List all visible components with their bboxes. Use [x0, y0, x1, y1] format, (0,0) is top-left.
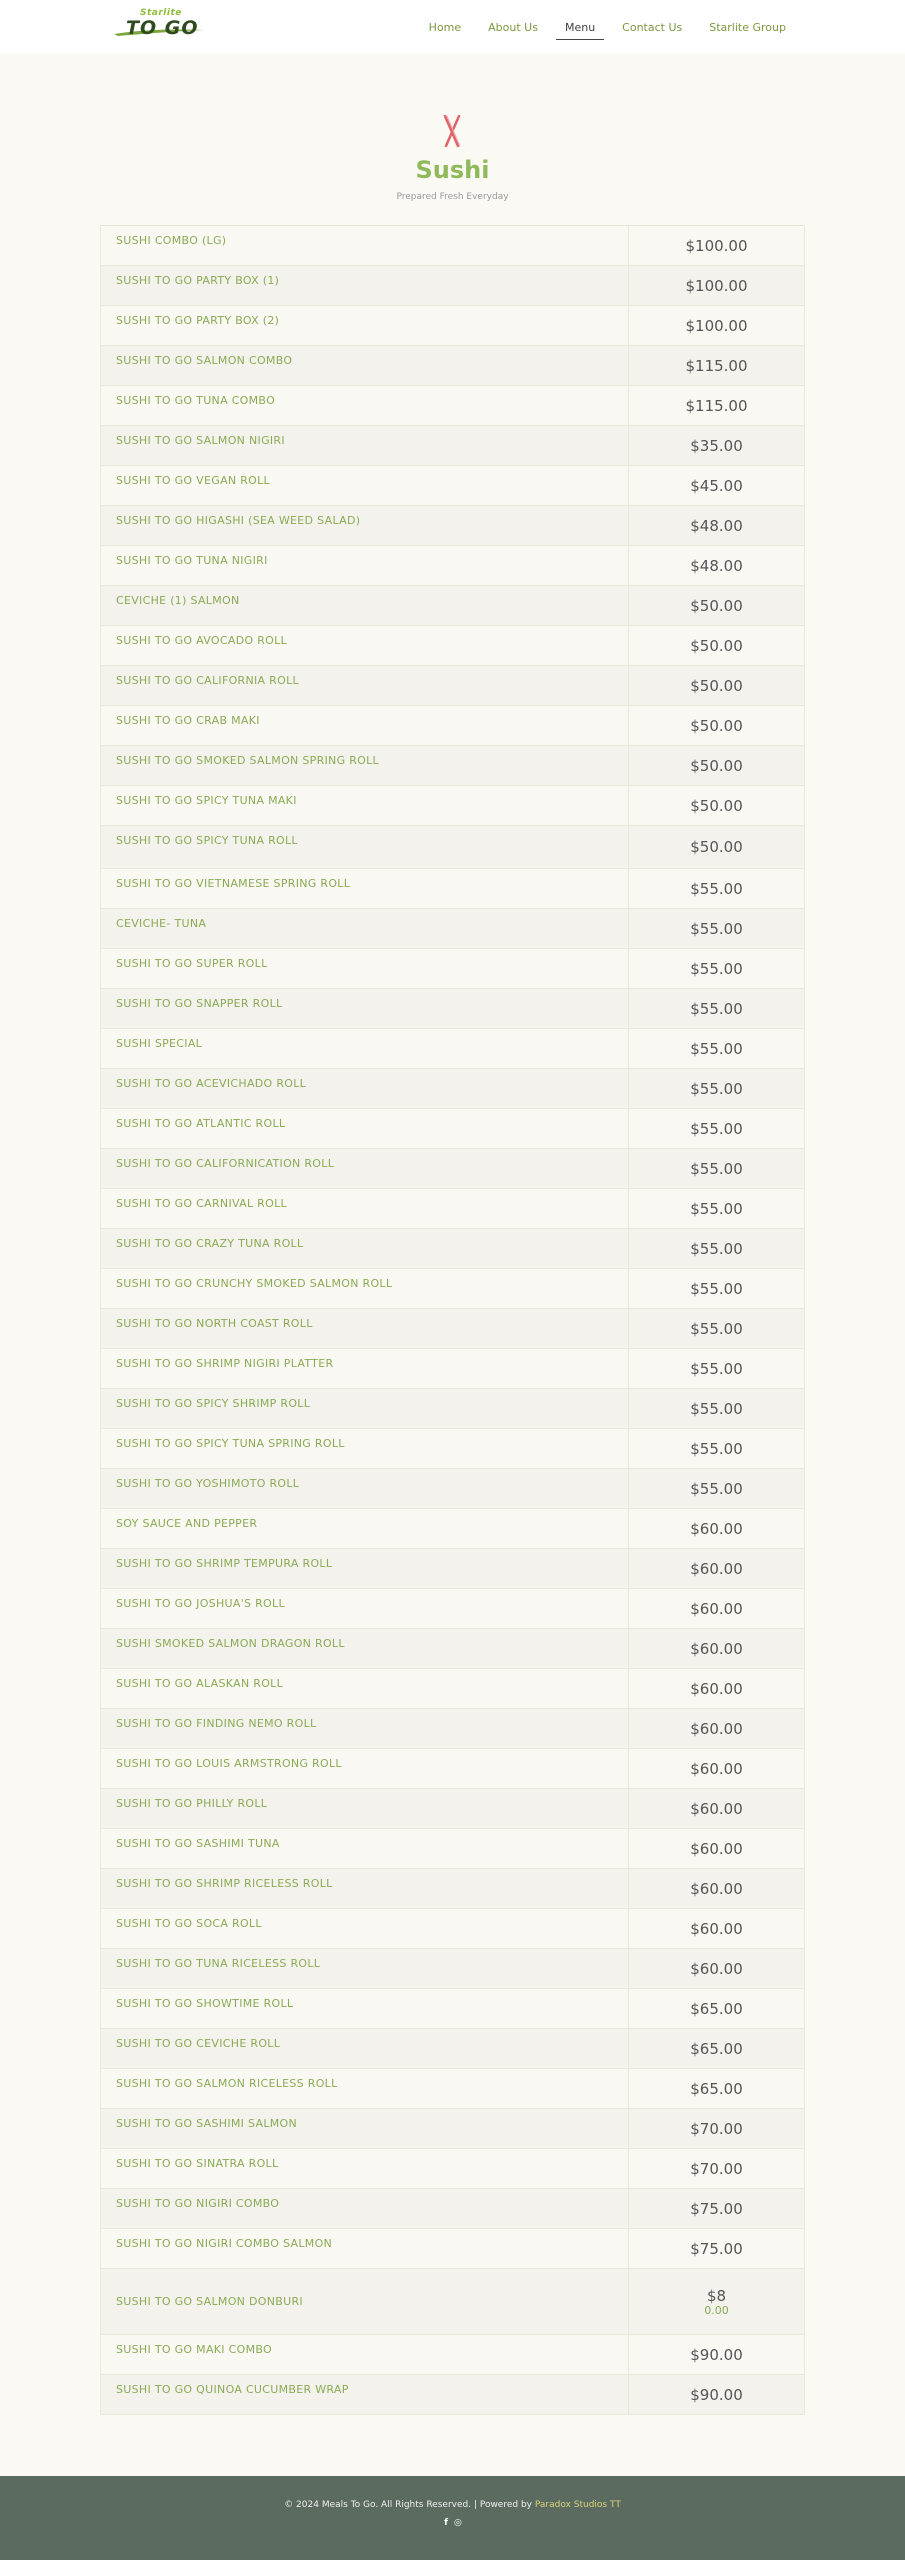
- menu-item-price: $60.00: [690, 1879, 743, 1898]
- menu-item-price-cell: [629, 786, 804, 825]
- menu-item-price: $45.00: [690, 476, 743, 495]
- menu-item-price: $70.00: [690, 2119, 743, 2138]
- menu-item-name: SUSHI SMOKED SALMON DRAGON ROLL: [101, 1629, 629, 1668]
- menu-item-row: [101, 2375, 804, 2415]
- menu-item-name: SUSHI TO GO CARNIVAL ROLL: [101, 1189, 629, 1228]
- menu-item-name: SUSHI TO GO VEGAN ROLL: [101, 466, 629, 505]
- menu-item-price-cell: [629, 1429, 804, 1468]
- menu-item-name: SUSHI TO GO SHRIMP RICELESS ROLL: [101, 1869, 629, 1908]
- menu-item-price-cell: [629, 426, 804, 465]
- menu-item-row: [101, 1989, 804, 2029]
- menu-item-price-cell: [629, 2335, 804, 2374]
- menu-item-name: SUSHI TO GO TUNA RICELESS ROLL: [101, 1949, 629, 1988]
- menu-item-price: $60.00: [690, 1519, 743, 1538]
- menu-item-name: SUSHI TO GO PHILLY ROLL: [101, 1789, 629, 1828]
- menu-item-price: $50.00: [690, 716, 743, 735]
- menu-item-price-cell: [629, 2375, 804, 2414]
- menu-item-row: [101, 586, 804, 626]
- menu-item-row: [101, 1789, 804, 1829]
- menu-item-row: [101, 1829, 804, 1869]
- menu-item-price: $60.00: [690, 1719, 743, 1738]
- menu-table: [100, 225, 805, 2415]
- menu-item-row: [101, 1029, 804, 1069]
- menu-item-name: SUSHI TO GO SPICY TUNA SPRING ROLL: [101, 1429, 629, 1468]
- menu-item-price-sub: 0.00: [704, 2303, 729, 2317]
- menu-item-price: $35.00: [690, 436, 743, 455]
- menu-item-price-cell: [629, 2189, 804, 2228]
- menu-item-row: [101, 1629, 804, 1669]
- menu-item-name: SUSHI TO GO MAKI COMBO: [101, 2335, 629, 2374]
- menu-item-price: $50.00: [690, 796, 743, 815]
- menu-item-price-cell: [629, 826, 804, 868]
- menu-item-row: [101, 2149, 804, 2189]
- menu-item-name: SUSHI SPECIAL: [101, 1029, 629, 1068]
- menu-item-price-cell: [629, 1349, 804, 1388]
- site-footer: [0, 2476, 905, 2560]
- menu-item-row: [101, 626, 804, 666]
- menu-item-row: [101, 546, 804, 586]
- menu-item-name: SUSHI TO GO PARTY BOX (2): [101, 306, 629, 345]
- menu-item-price: $100.00: [685, 236, 748, 255]
- menu-item-price-cell: [629, 2229, 804, 2268]
- menu-item-row: [101, 1149, 804, 1189]
- menu-item-name: SUSHI TO GO HIGASHI (SEA WEED SALAD): [101, 506, 629, 545]
- menu-item-price-cell: [629, 226, 804, 265]
- menu-item-price: $55.00: [690, 1279, 743, 1298]
- logo-top-text: Starlite: [140, 8, 182, 18]
- menu-item-price-cell: [629, 586, 804, 625]
- menu-item-name: SUSHI TO GO SMOKED SALMON SPRING ROLL: [101, 746, 629, 785]
- menu-item-name: SUSHI TO GO TUNA NIGIRI: [101, 546, 629, 585]
- menu-item-row: [101, 1429, 804, 1469]
- menu-item-row: [101, 426, 804, 466]
- menu-item-row: [101, 2109, 804, 2149]
- menu-item-price: $60.00: [690, 1679, 743, 1698]
- menu-item-name: CEVICHE (1) SALMON: [101, 586, 629, 625]
- menu-item-price-cell: [629, 306, 804, 345]
- menu-item-row: [101, 1349, 804, 1389]
- section-subtitle: Prepared Fresh Everyday: [396, 192, 509, 202]
- menu-item-price: $55.00: [690, 1359, 743, 1378]
- menu-item-price: $55.00: [690, 919, 743, 938]
- menu-item-row: [101, 2269, 804, 2335]
- menu-item-price-cell: [629, 1109, 804, 1148]
- menu-item-name: SUSHI TO GO SINATRA ROLL: [101, 2149, 629, 2188]
- menu-item-row: [101, 989, 804, 1029]
- instagram-icon[interactable]: ◎: [454, 2518, 462, 2528]
- menu-item-name: SUSHI TO GO SPICY TUNA MAKI: [101, 786, 629, 825]
- menu-item-price: $55.00: [690, 1199, 743, 1218]
- menu-item-name: SUSHI TO GO SUPER ROLL: [101, 949, 629, 988]
- menu-item-row: [101, 786, 804, 826]
- menu-item-price: $60.00: [690, 1639, 743, 1658]
- menu-item-row: [101, 1269, 804, 1309]
- menu-item-price: $48.00: [690, 516, 743, 535]
- nav-about-us[interactable]: About Us: [488, 21, 538, 34]
- menu-item-row: [101, 346, 804, 386]
- menu-item-row: [101, 1109, 804, 1149]
- menu-item-price-cell: [629, 1749, 804, 1788]
- menu-item-name: SUSHI TO GO SHRIMP NIGIRI PLATTER: [101, 1349, 629, 1388]
- menu-item-row: [101, 706, 804, 746]
- menu-item-price: $8: [706, 2286, 727, 2305]
- menu-item-name: SUSHI TO GO SASHIMI SALMON: [101, 2109, 629, 2148]
- nav-menu[interactable]: Menu: [556, 18, 604, 40]
- menu-item-row: [101, 1229, 804, 1269]
- menu-item-name: SUSHI TO GO CRAZY TUNA ROLL: [101, 1229, 629, 1268]
- menu-item-row: [101, 1509, 804, 1549]
- menu-item-row: [101, 2029, 804, 2069]
- menu-item-price: $65.00: [690, 2079, 743, 2098]
- facebook-icon[interactable]: f: [444, 2518, 449, 2528]
- menu-item-name: SUSHI TO GO SHRIMP TEMPURA ROLL: [101, 1549, 629, 1588]
- menu-item-row: [101, 746, 804, 786]
- starlite-to-go-logo[interactable]: [112, 8, 206, 44]
- menu-item-row: [101, 949, 804, 989]
- menu-item-row: [101, 306, 804, 346]
- footer-copyright: [0, 2500, 905, 2510]
- menu-item-row: [101, 2229, 804, 2269]
- menu-item-name: SUSHI TO GO CRAB MAKI: [101, 706, 629, 745]
- menu-item-price: $50.00: [690, 838, 743, 856]
- menu-item-price-cell: [629, 626, 804, 665]
- menu-item-price: $60.00: [690, 1959, 743, 1978]
- menu-item-name: SUSHI TO GO SALMON NIGIRI: [101, 426, 629, 465]
- menu-item-price-cell: [629, 2069, 804, 2108]
- menu-item-price-cell: [629, 746, 804, 785]
- menu-item-price-cell: [629, 1389, 804, 1428]
- menu-item-price-cell: [629, 2149, 804, 2188]
- menu-item-price: $65.00: [690, 2039, 743, 2058]
- menu-item-row: [101, 869, 804, 909]
- menu-item-price: $55.00: [690, 1039, 743, 1058]
- menu-item-price-cell: [629, 666, 804, 705]
- menu-item-price: $75.00: [690, 2239, 743, 2258]
- menu-item-price-cell: [629, 1549, 804, 1588]
- menu-item-row: [101, 466, 804, 506]
- menu-item-name: SUSHI TO GO YOSHIMOTO ROLL: [101, 1469, 629, 1508]
- menu-item-price-cell: [629, 386, 804, 425]
- menu-item-price-cell: [629, 1069, 804, 1108]
- menu-item-name: SUSHI TO GO SASHIMI TUNA: [101, 1829, 629, 1868]
- menu-item-name: SUSHI TO GO NORTH COAST ROLL: [101, 1309, 629, 1348]
- menu-item-price: $50.00: [690, 636, 743, 655]
- menu-item-row: [101, 1949, 804, 1989]
- menu-item-price: $55.00: [690, 1159, 743, 1178]
- menu-item-price: $115.00: [685, 356, 748, 375]
- menu-item-name: SUSHI TO GO CALIFORNICATION ROLL: [101, 1149, 629, 1188]
- menu-item-row: [101, 506, 804, 546]
- menu-item-price: $75.00: [690, 2199, 743, 2218]
- menu-item-price-cell: [629, 546, 804, 585]
- menu-item-price-cell: [629, 989, 804, 1028]
- menu-item-price: $100.00: [685, 316, 748, 335]
- menu-item-price-cell: [629, 2029, 804, 2068]
- menu-item-name: SUSHI TO GO SPICY SHRIMP ROLL: [101, 1389, 629, 1428]
- menu-item-price-cell: [629, 1149, 804, 1188]
- menu-item-price: $48.00: [690, 556, 743, 575]
- menu-item-name: SUSHI TO GO ACEVICHADO ROLL: [101, 1069, 629, 1108]
- nav-starlite-group[interactable]: Starlite Group: [709, 21, 786, 34]
- menu-item-row: [101, 1389, 804, 1429]
- logo-main-text: TO GO: [126, 17, 199, 39]
- menu-item-price: $55.00: [690, 1319, 743, 1338]
- menu-item-price-cell: [629, 1589, 804, 1628]
- chopsticks-icon: [441, 115, 463, 147]
- menu-item-price: $60.00: [690, 1799, 743, 1818]
- menu-item-name: SUSHI TO GO CEVICHE ROLL: [101, 2029, 629, 2068]
- nav-contact-us[interactable]: Contact Us: [622, 21, 683, 34]
- menu-item-name: SUSHI TO GO LOUIS ARMSTRONG ROLL: [101, 1749, 629, 1788]
- menu-item-name: SUSHI TO GO FINDING NEMO ROLL: [101, 1709, 629, 1748]
- menu-item-row: [101, 1669, 804, 1709]
- menu-item-price-cell: [629, 1309, 804, 1348]
- menu-item-row: [101, 2069, 804, 2109]
- menu-item-row: [101, 1309, 804, 1349]
- menu-item-price-cell: [629, 1509, 804, 1548]
- menu-item-name: SUSHI TO GO NIGIRI COMBO SALMON: [101, 2229, 629, 2268]
- menu-item-price: $55.00: [690, 1119, 743, 1138]
- menu-item-price-cell: [629, 1869, 804, 1908]
- menu-item-row: [101, 1709, 804, 1749]
- menu-item-price-cell: [629, 1909, 804, 1948]
- menu-item-price: $50.00: [690, 676, 743, 695]
- menu-item-name: SUSHI TO GO TUNA COMBO: [101, 386, 629, 425]
- menu-item-price: $55.00: [690, 959, 743, 978]
- menu-item-price: $55.00: [690, 1479, 743, 1498]
- menu-item-name: SUSHI TO GO SALMON DONBURI: [101, 2269, 629, 2334]
- menu-item-price: $50.00: [690, 756, 743, 775]
- menu-item-name: SUSHI TO GO CRUNCHY SMOKED SALMON ROLL: [101, 1269, 629, 1308]
- menu-item-price: $60.00: [690, 1839, 743, 1858]
- menu-item-price-cell: [629, 1949, 804, 1988]
- menu-item-row: [101, 1069, 804, 1109]
- menu-item-name: SUSHI TO GO SHOWTIME ROLL: [101, 1989, 629, 2028]
- menu-item-name: SUSHI TO GO ALASKAN ROLL: [101, 1669, 629, 1708]
- menu-item-row: [101, 1549, 804, 1589]
- menu-item-row: [101, 2189, 804, 2229]
- menu-item-row: [101, 1589, 804, 1629]
- menu-item-price-cell: [629, 869, 804, 908]
- menu-item-name: SUSHI TO GO QUINOA CUCUMBER WRAP: [101, 2375, 629, 2414]
- menu-item-price-cell: [629, 949, 804, 988]
- menu-item-price: $60.00: [690, 1599, 743, 1618]
- powered-by-link[interactable]: Paradox Studios TT: [534, 2500, 621, 2510]
- menu-item-price: $55.00: [690, 1399, 743, 1418]
- menu-item-name: SUSHI TO GO NIGIRI COMBO: [101, 2189, 629, 2228]
- menu-item-name: SUSHI TO GO SALMON RICELESS ROLL: [101, 2069, 629, 2108]
- menu-item-price-cell: [629, 1669, 804, 1708]
- menu-item-price-cell: [629, 266, 804, 305]
- menu-item-price-cell: [629, 2109, 804, 2148]
- menu-item-price: $60.00: [690, 1919, 743, 1938]
- menu-item-row: [101, 666, 804, 706]
- menu-item-price-cell: [629, 346, 804, 385]
- menu-item-name: SUSHI TO GO SNAPPER ROLL: [101, 989, 629, 1028]
- menu-item-row: [101, 1909, 804, 1949]
- menu-item-price: $90.00: [690, 2385, 743, 2404]
- menu-item-name: SOY SAUCE AND PEPPER: [101, 1509, 629, 1548]
- menu-item-name: SUSHI COMBO (LG): [101, 226, 629, 265]
- menu-item-price-cell: [629, 2269, 804, 2334]
- menu-item-name: SUSHI TO GO ATLANTIC ROLL: [101, 1109, 629, 1148]
- menu-item-price: $100.00: [685, 276, 748, 295]
- menu-item-row: [101, 826, 804, 869]
- menu-item-price: $60.00: [690, 1559, 743, 1578]
- menu-item-price-cell: [629, 909, 804, 948]
- menu-item-price: $70.00: [690, 2159, 743, 2178]
- menu-item-row: [101, 386, 804, 426]
- menu-item-price-cell: [629, 1789, 804, 1828]
- menu-item-price-cell: [629, 1029, 804, 1068]
- menu-item-price-cell: [629, 706, 804, 745]
- menu-item-name: SUSHI TO GO SOCA ROLL: [101, 1909, 629, 1948]
- copyright-text: © 2024 Meals To Go. All Rights Reserved. | Powered by: [284, 2500, 532, 2510]
- menu-item-row: [101, 226, 804, 266]
- site-header: [0, 0, 905, 54]
- menu-item-row: [101, 1749, 804, 1789]
- menu-item-price: $115.00: [685, 396, 748, 415]
- social-links: [440, 2518, 466, 2530]
- menu-item-price: $90.00: [690, 2345, 743, 2364]
- menu-item-name: SUSHI TO GO PARTY BOX (1): [101, 266, 629, 305]
- menu-item-price-cell: [629, 1709, 804, 1748]
- section-title: Sushi: [415, 156, 490, 184]
- menu-item-price-cell: [629, 466, 804, 505]
- menu-item-row: [101, 1469, 804, 1509]
- menu-item-price: $55.00: [690, 1439, 743, 1458]
- menu-item-name: SUSHI TO GO VIETNAMESE SPRING ROLL: [101, 869, 629, 908]
- menu-item-row: [101, 909, 804, 949]
- menu-item-price-cell: [629, 1989, 804, 2028]
- nav-home[interactable]: Home: [428, 21, 462, 34]
- menu-item-name: SUSHI TO GO SPICY TUNA ROLL: [101, 826, 629, 868]
- menu-item-row: [101, 2335, 804, 2375]
- menu-item-name: SUSHI TO GO CALIFORNIA ROLL: [101, 666, 629, 705]
- menu-item-name: SUSHI TO GO SALMON COMBO: [101, 346, 629, 385]
- menu-item-price-cell: [629, 1269, 804, 1308]
- menu-item-price: $55.00: [690, 1079, 743, 1098]
- menu-item-name: SUSHI TO GO AVOCADO ROLL: [101, 626, 629, 665]
- menu-item-price-cell: [629, 1829, 804, 1868]
- menu-item-price: $50.00: [690, 596, 743, 615]
- menu-item-name: CEVICHE- TUNA: [101, 909, 629, 948]
- menu-item-price: $55.00: [690, 999, 743, 1018]
- menu-item-row: [101, 1189, 804, 1229]
- menu-item-row: [101, 266, 804, 306]
- menu-item-price: $60.00: [690, 1759, 743, 1778]
- menu-item-row: [101, 1869, 804, 1909]
- menu-item-price-cell: [629, 1629, 804, 1668]
- main-nav: [411, 18, 795, 40]
- menu-item-price: $55.00: [690, 1239, 743, 1258]
- menu-item-price-cell: [629, 1229, 804, 1268]
- menu-item-price-cell: [629, 1469, 804, 1508]
- menu-item-name: SUSHI TO GO JOSHUA'S ROLL: [101, 1589, 629, 1628]
- menu-item-price-cell: [629, 1189, 804, 1228]
- menu-item-price: $55.00: [690, 879, 743, 898]
- menu-item-price-cell: [629, 506, 804, 545]
- menu-item-price: $65.00: [690, 1999, 743, 2018]
